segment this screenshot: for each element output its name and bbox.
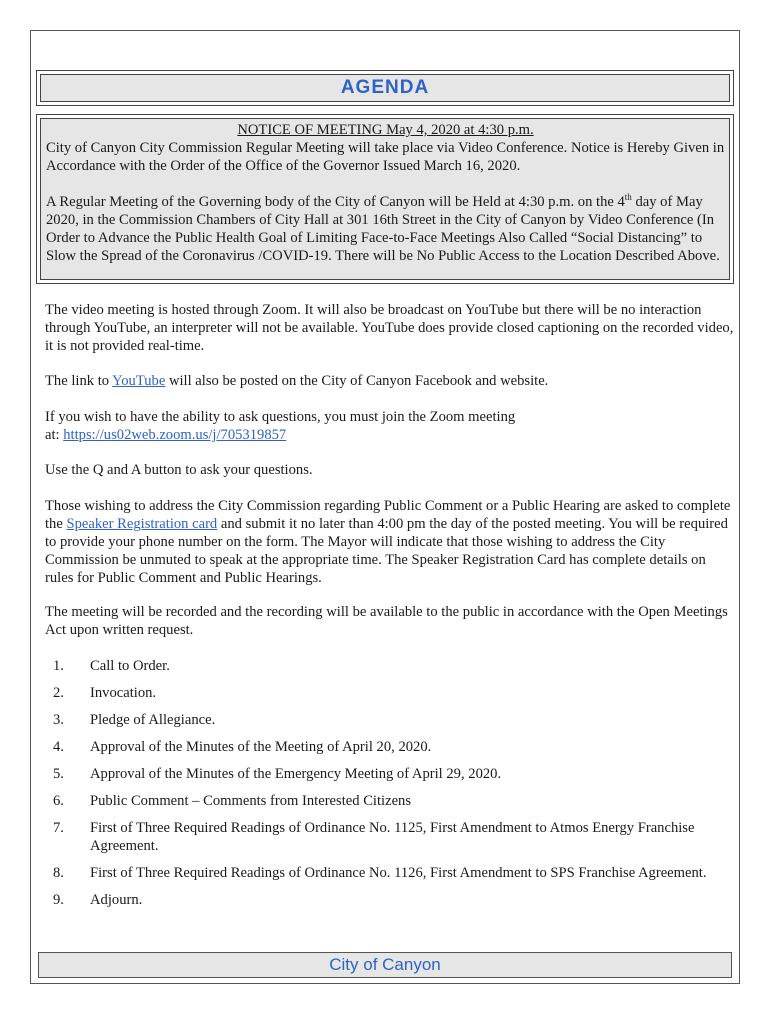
agenda-item-text: Adjourn.	[90, 892, 143, 908]
agenda-item-number: 2.	[53, 685, 64, 701]
youtube-link[interactable]: YouTube	[112, 373, 166, 389]
ordinal-suffix: th	[624, 192, 632, 203]
notice-paragraph-1: City of Canyon City Commission Regular Meeting will take place via Video Conference. Notice is Hereby Given in Accordance with the Order of the Office of the Governor Issued March 16, 2020.	[46, 140, 725, 174]
notice-paragraph-2	[46, 193, 725, 265]
questions-at: at:	[45, 427, 64, 443]
notice-heading: NOTICE OF MEETING May 4, 2020 at 4:30 p.m.	[237, 122, 534, 138]
agenda-item-text: Approval of the Minutes of the Emergency Meeting of April 29, 2020.	[90, 766, 502, 782]
notice-box	[36, 114, 734, 284]
questions-paragraph	[45, 408, 735, 444]
notice-paragraph-2-end: day of May 2020, in the Commission Chambers of City Hall at 301 16th Street in the City of Canyon by Video Conference (In Order to Advance the Public Health Goal of Limiting Face-to-Face Meetings Also Called “Social Distancing” to Slow the Spread of the Coronavirus /COVID-19. There will be No Public Access to the Location Described Above.	[46, 194, 720, 264]
agenda-item-text: Call to Order.	[90, 658, 170, 674]
agenda-item-number: 9.	[53, 892, 64, 908]
agenda-item-number: 8.	[53, 865, 64, 881]
zoom-info-paragraph: The video meeting is hosted through Zoom. It will also be broadcast on YouTube but there will be no interaction through YouTube, an interpreter will not be available. YouTube does provide closed captioning on the recorded video, it is not provided real-time.	[45, 302, 734, 354]
notice-box-inner	[40, 118, 730, 280]
speaker-registration-link[interactable]: Speaker Registration card	[66, 516, 218, 532]
agenda-item-number: 5.	[53, 766, 64, 782]
agenda-item-number: 3.	[53, 712, 64, 728]
agenda-item	[45, 684, 735, 702]
agenda-item-text: Public Comment – Comments from Interested Citizens	[90, 793, 412, 809]
agenda-item	[45, 657, 735, 675]
zoom-meeting-link[interactable]: https://us02web.zoom.us/j/705319857	[63, 427, 287, 443]
agenda-list	[45, 657, 735, 918]
questions-text: If you wish to have the ability to ask questions, you must join the Zoom meeting	[45, 409, 516, 425]
agenda-item	[45, 891, 735, 909]
agenda-item-text: Approval of the Minutes of the Meeting of April 20, 2020.	[90, 739, 432, 755]
youtube-link-intro: The link to	[45, 373, 113, 389]
youtube-link-paragraph	[45, 372, 735, 390]
speaker-text-end: and submit it no later than 4:00 pm the day of the posted meeting. You will be required to provide your phone number on the form. The Mayor will indicate that those wishing to address the City Commission be unmuted to speak at the appropriate time. The Speaker Registration Card has complete details on rules for Public Comment and Public Hearings.	[45, 516, 728, 586]
agenda-item	[45, 711, 735, 729]
agenda-item-text: Pledge of Allegiance.	[90, 712, 216, 728]
agenda-item-text: First of Three Required Readings of Ordinance No. 1126, First Amendment to SPS Franchise Agreement.	[90, 865, 707, 881]
speaker-paragraph	[45, 497, 735, 587]
speaker-text-start: Those wishing to address the City Commission regarding Public Comment or a Public Hearing are asked to complete the	[45, 498, 731, 532]
agenda-item-number: 7.	[53, 820, 64, 836]
agenda-item	[45, 792, 735, 810]
agenda-item	[45, 819, 735, 855]
agenda-item-text: Invocation.	[90, 685, 157, 701]
agenda-item	[45, 738, 735, 756]
agenda-item-text: First of Three Required Readings of Ordinance No. 1125, First Amendment to Atmos Energy Franchise Agreement.	[90, 820, 695, 854]
agenda-banner-inner	[40, 74, 730, 102]
page-title: AGENDA	[340, 77, 430, 98]
footer-title: City of Canyon	[329, 955, 441, 974]
qa-paragraph: Use the Q and A button to ask your questions.	[45, 462, 313, 478]
agenda-item	[45, 864, 735, 882]
agenda-banner	[36, 70, 734, 106]
footer-banner	[38, 952, 732, 978]
agenda-item-number: 6.	[53, 793, 64, 809]
recording-paragraph: The meeting will be recorded and the recording will be available to the public in accordance with the Open Meetings Act upon written request.	[45, 604, 728, 638]
agenda-item	[45, 765, 735, 783]
notice-paragraph-2-start: A Regular Meeting of the Governing body of the City of Canyon will be Held at 4:30 p.m. on the 4	[46, 194, 625, 210]
agenda-item-number: 4.	[53, 739, 64, 755]
youtube-link-outro: will also be posted on the City of Canyon Facebook and website.	[165, 373, 549, 389]
agenda-item-number: 1.	[53, 658, 64, 674]
